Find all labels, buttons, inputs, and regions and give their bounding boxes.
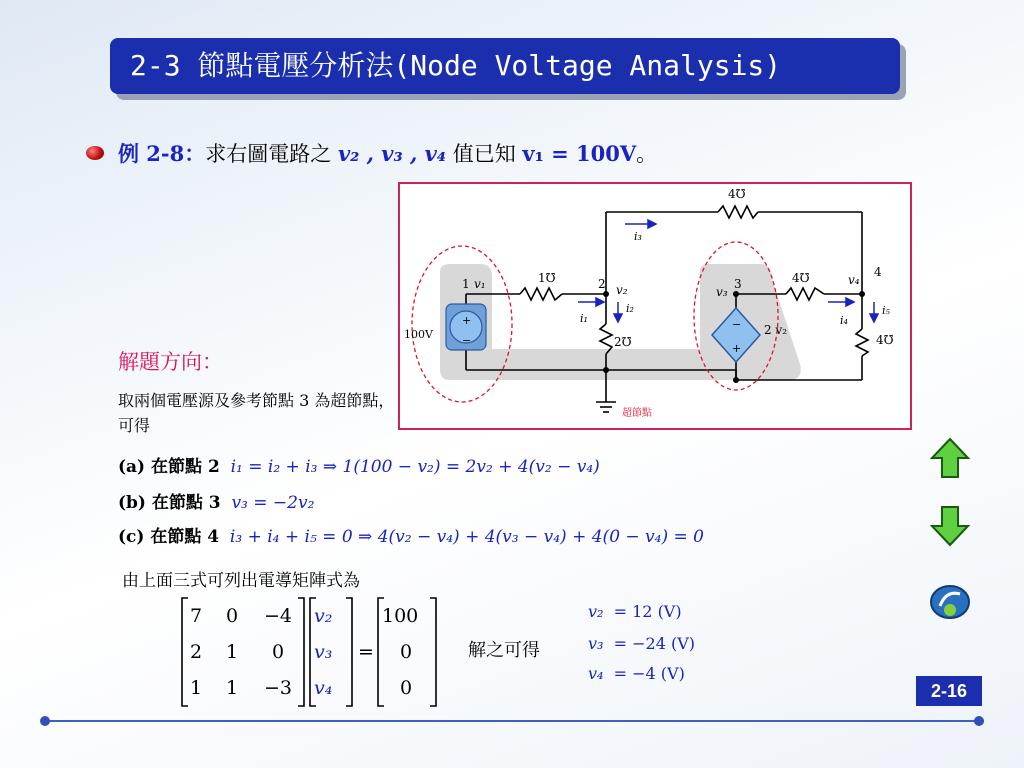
example-text-mid: 值已知 <box>452 142 516 166</box>
bullet-icon <box>86 146 104 160</box>
example-known: v₁ = 100V <box>522 141 637 166</box>
matrix-intro: 由上面三式可列出電導矩陣式為 <box>122 571 360 591</box>
approach-text: 取兩個電壓源及參考節點 3 為超節點，可得 <box>118 391 395 435</box>
solve-label: 解之可得 <box>468 640 540 661</box>
page-number: 2-16 <box>916 676 982 706</box>
equation-b-label: (b) 在節點 3 <box>118 493 221 513</box>
m-var2: v₄ <box>314 677 333 699</box>
ground-icon <box>596 402 616 412</box>
solution-heading: 解題方向： <box>118 350 223 374</box>
m-rhs0: 100 <box>382 605 419 627</box>
down-arrow-icon[interactable] <box>928 504 972 548</box>
result-v2-val: = 12 (V) <box>613 602 682 621</box>
label-r4: 4℧ <box>792 271 810 285</box>
resistors <box>520 206 868 356</box>
m-r2c2: −3 <box>264 677 293 699</box>
label-n4v: v₄ <box>848 273 860 287</box>
m-rhs2: 0 <box>400 677 413 699</box>
equation-b-expr: v₃ = −2v₂ <box>231 493 315 513</box>
equation-c <box>118 522 704 547</box>
label-i2: i₂ <box>626 302 634 315</box>
equation-a-expr: i₁ = i₂ + i₃ ⇒ 1(100 − v₂) = 2v₂ + 4(v₂ − v₄) <box>230 457 600 477</box>
label-r1: 1℧ <box>538 271 556 285</box>
example-end: 。 <box>636 142 658 166</box>
m-r0c2: −4 <box>264 605 293 627</box>
circuit-diagram <box>398 182 912 430</box>
label-minus-vs: − <box>462 334 472 347</box>
label-dep: 2 v₂ <box>764 323 788 337</box>
label-vs: 100V <box>404 328 433 341</box>
m-var0: v₂ <box>314 605 333 627</box>
example-label: 例 2-8： <box>118 141 206 166</box>
m-r0c1: 0 <box>226 605 239 627</box>
slide-title: 2-3 節點電壓分析法(Node Voltage Analysis) <box>110 38 900 94</box>
result-v4-var: v₄ <box>588 664 604 683</box>
footer-dot-left <box>40 716 50 726</box>
result-v3-val: = −24 (V) <box>613 634 696 653</box>
label-n2v: v₂ <box>616 283 628 297</box>
m-r2c1: 1 <box>226 677 239 699</box>
m-r1c2: 0 <box>272 641 285 663</box>
label-minus-dep: − <box>732 318 742 331</box>
m-equals: = <box>358 641 374 663</box>
m-r1c1: 1 <box>226 641 239 663</box>
footer-dot-right <box>974 716 984 726</box>
label-n3: 3 <box>734 277 742 291</box>
label-r-top: 4℧ <box>728 187 746 201</box>
equation-c-label: (c) 在節點 4 <box>118 527 220 547</box>
label-i4: i₄ <box>840 314 848 327</box>
m-r1c0: 2 <box>190 641 203 663</box>
result-v3-var: v₃ <box>588 634 604 653</box>
label-plus-dep: + <box>732 342 742 355</box>
result-v3 <box>588 634 695 653</box>
label-n2: 2 <box>598 277 606 291</box>
equation-a-label: (a) 在節點 2 <box>118 457 220 477</box>
conductance-matrix <box>180 596 440 708</box>
equation-a <box>118 452 600 477</box>
result-v4 <box>588 664 685 683</box>
label-i1: i₁ <box>580 312 588 325</box>
result-v2-var: v₂ <box>588 602 604 621</box>
label-plus-vs: + <box>462 314 472 327</box>
label-n4: 4 <box>874 265 882 279</box>
m-r2c0: 1 <box>190 677 203 699</box>
result-v4-val: = −4 (V) <box>613 664 685 683</box>
example-statement <box>118 138 657 168</box>
example-text-before: 求右圖電路之 <box>205 142 332 166</box>
return-icon[interactable] <box>928 580 972 624</box>
label-n3v: v₃ <box>716 285 728 299</box>
label-r5: 4℧ <box>876 333 894 347</box>
footer-divider <box>44 720 984 722</box>
equation-b <box>118 488 314 513</box>
matrix-svg <box>180 596 440 708</box>
label-i5: i₅ <box>882 304 890 317</box>
circuit-svg <box>400 184 910 428</box>
result-v2 <box>588 602 682 621</box>
m-r0c0: 7 <box>190 605 203 627</box>
label-n1v: v₁ <box>474 277 486 291</box>
example-vars: v₂ , v₃ , v₄ <box>337 141 447 166</box>
m-var1: v₃ <box>314 641 333 663</box>
equation-c-expr: i₃ + i₄ + i₅ = 0 ⇒ 4(v₂ − v₄) + 4(v₃ − v₄) + 4(0 − v₄) = 0 <box>229 527 704 547</box>
label-super-node: 超節點 <box>622 408 652 419</box>
up-arrow-icon[interactable] <box>928 436 972 480</box>
label-i3: i₃ <box>634 230 642 243</box>
label-n1: 1 <box>462 277 470 291</box>
label-r2: 2℧ <box>614 335 632 349</box>
m-rhs1: 0 <box>400 641 413 663</box>
